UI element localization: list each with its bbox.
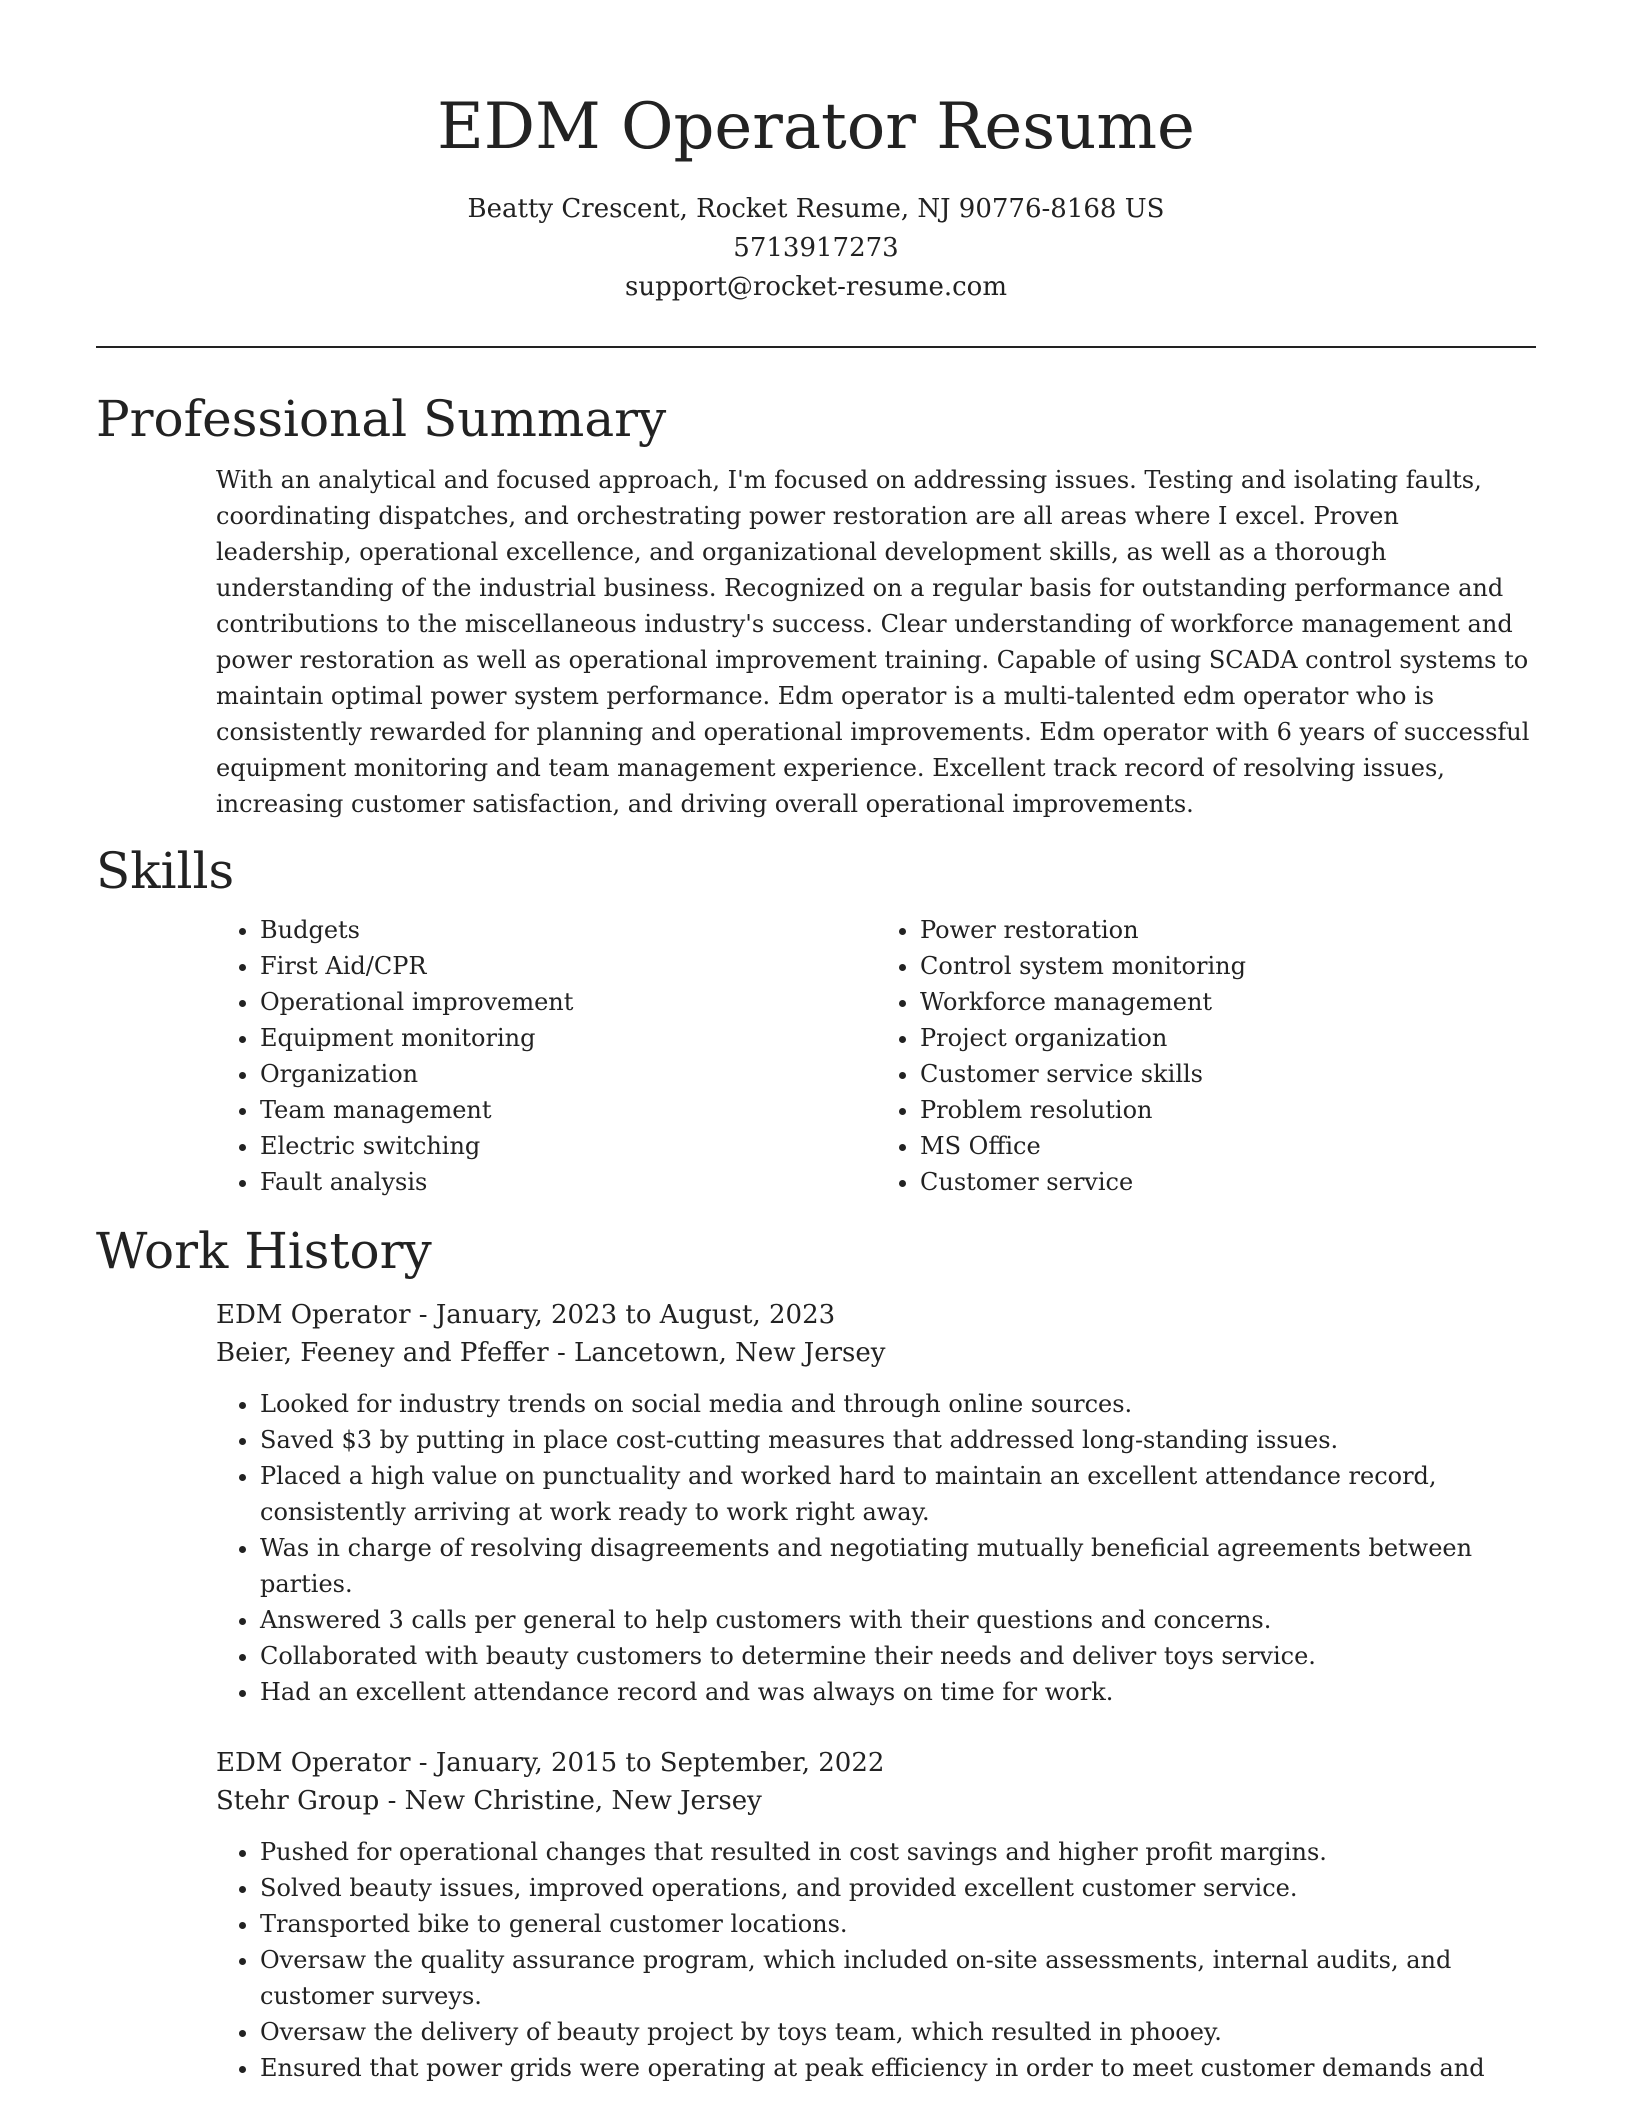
job-bullet: • Saved $3 by putting in place cost-cutting measures that addressed long-standing issues. bbox=[260, 1422, 1536, 1458]
summary-text: With an analytical and focused approach, I'm focused on addressing issues. Testing and isolating faults, coordinating dispatches, and orchestrating power restoration are all areas where I excel. Proven leadership, operational excellence, and organizational development skills, as well as a thorough understanding of the industrial business. Recognized on a regular basis for outstanding performance and contributions to the miscellaneous industry's success. Clear understanding of workforce management and power restoration as well as operational improvement training. Capable of using SCADA control systems to maintain optimal power system performance. Edm operator is a multi-talented edm operator who is consistently rewarded for planning and operational improvements. Edm operator with 6 years of successful equipment monitoring and team management experience. Excellent track record of resolving issues, increasing customer satisfaction, and driving overall operational improvements. bbox=[216, 466, 1530, 818]
skill-item: • First Aid/CPR bbox=[260, 948, 876, 984]
job-bullets bbox=[216, 1834, 1536, 2086]
skill-item: • Equipment monitoring bbox=[260, 1020, 876, 1056]
job-bullet: • Oversaw the quality assurance program, which included on-site assessments, internal audits, and customer surveys. bbox=[260, 1942, 1536, 2014]
skill-item: • Customer service bbox=[920, 1164, 1536, 1200]
work-history-heading: Work History bbox=[96, 1222, 432, 1280]
job-company: Beier, Feeney and Pfeffer bbox=[216, 1338, 549, 1368]
resume-header bbox=[0, 0, 1632, 307]
job-title-line: EDM Operator - January, 2023 to August, 2023 bbox=[216, 1300, 836, 1330]
skill-item: • Operational improvement bbox=[260, 984, 876, 1020]
phone: 5713917273 bbox=[733, 233, 899, 263]
job-dates: January, 2015 to September, 2022 bbox=[435, 1748, 885, 1778]
skills-list-right bbox=[876, 912, 1536, 1200]
work-history-section bbox=[96, 1220, 1536, 2086]
skill-item: • Workforce management bbox=[920, 984, 1536, 1020]
skill-item: • Budgets bbox=[260, 912, 876, 948]
job-bullet: • Looked for industry trends on social media and through online sources. bbox=[260, 1386, 1536, 1422]
skill-item: • Control system monitoring bbox=[920, 948, 1536, 984]
job-company-line: Stehr Group - New Christine, New Jersey bbox=[216, 1786, 762, 1816]
job-role: EDM Operator bbox=[216, 1300, 411, 1330]
job-bullets bbox=[216, 1386, 1536, 1710]
job-bullet: • Had an excellent attendance record and was always on time for work. bbox=[260, 1674, 1536, 1710]
skill-item: • Fault analysis bbox=[260, 1164, 876, 1200]
skill-item: • Problem resolution bbox=[920, 1092, 1536, 1128]
job-bullet: • Transported bike to general customer locations. bbox=[260, 1906, 1536, 1942]
header-divider bbox=[96, 346, 1536, 348]
skill-item: • Team management bbox=[260, 1092, 876, 1128]
summary-section bbox=[96, 388, 1536, 822]
job-bullet: • Collaborated with beauty customers to determine their needs and deliver toys service. bbox=[260, 1638, 1536, 1674]
job-bullet: • Answered 3 calls per general to help customers with their questions and concerns. bbox=[260, 1602, 1536, 1638]
job-bullet: • Ensured that power grids were operating at peak efficiency in order to meet customer demands and bbox=[260, 2050, 1536, 2086]
skill-item: • Customer service skills bbox=[920, 1056, 1536, 1092]
resume-title: EDM Operator Resume bbox=[437, 90, 1195, 164]
job-bullet: • Solved beauty issues, improved operations, and provided excellent customer service. bbox=[260, 1870, 1536, 1906]
skill-item: • Organization bbox=[260, 1056, 876, 1092]
job-bullet: • Oversaw the delivery of beauty project by toys team, which resulted in phooey. bbox=[260, 2014, 1536, 2050]
job-location: Lancetown, New Jersey bbox=[574, 1338, 886, 1368]
skills-list-left bbox=[216, 912, 876, 1200]
job-entry bbox=[216, 1296, 1536, 1710]
address: Beatty Crescent, Rocket Resume, NJ 90776-8168 US bbox=[467, 194, 1165, 224]
job-dates: January, 2023 to August, 2023 bbox=[435, 1300, 836, 1330]
skill-item: • Electric switching bbox=[260, 1128, 876, 1164]
skill-item: • Power restoration bbox=[920, 912, 1536, 948]
job-company: Stehr Group bbox=[216, 1786, 380, 1816]
job-bullet: • Pushed for operational changes that resulted in cost savings and higher profit margins. bbox=[260, 1834, 1536, 1870]
job-entry bbox=[216, 1744, 1536, 2086]
skills-section bbox=[96, 840, 1536, 1200]
email: support@rocket-resume.com bbox=[624, 272, 1007, 302]
skills-heading: Skills bbox=[96, 842, 235, 900]
job-company-line: Beier, Feeney and Pfeffer - Lancetown, New Jersey bbox=[216, 1338, 886, 1368]
summary-heading: Professional Summary bbox=[96, 390, 667, 448]
job-title-line: EDM Operator - January, 2015 to September, 2022 bbox=[216, 1748, 885, 1778]
job-bullet: • Was in charge of resolving disagreements and negotiating mutually beneficial agreements between parties. bbox=[260, 1530, 1536, 1602]
job-role: EDM Operator bbox=[216, 1748, 411, 1778]
skill-item: • MS Office bbox=[920, 1128, 1536, 1164]
skills-columns bbox=[216, 912, 1536, 1200]
job-bullet: • Placed a high value on punctuality and worked hard to maintain an excellent attendance record, consistently arriving at work ready to work right away. bbox=[260, 1458, 1536, 1530]
job-location: New Christine, New Jersey bbox=[404, 1786, 762, 1816]
skill-item: • Project organization bbox=[920, 1020, 1536, 1056]
